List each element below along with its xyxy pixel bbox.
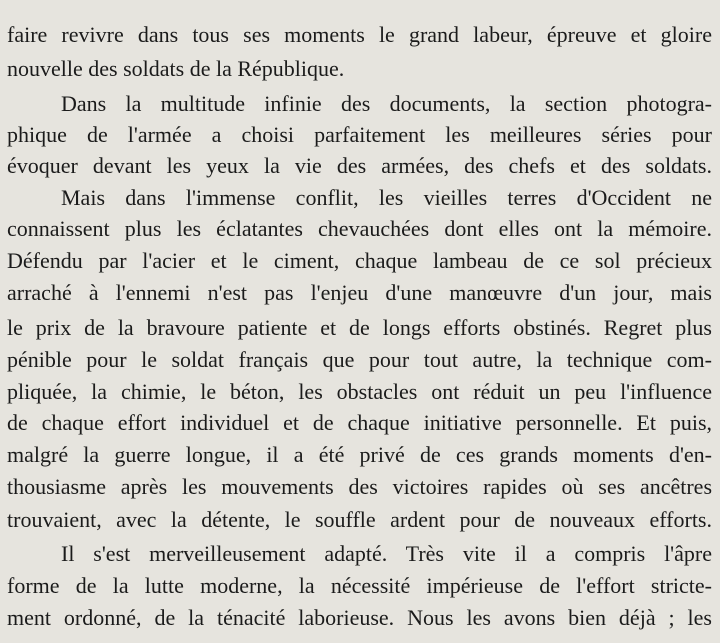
paragraph-first-line: Mais dans l'immense conflit, les vieilles terres d'Occident ne	[61, 185, 712, 210]
text-line: trouvaient, avec la détente, le souffle ardent pour de nouveaux efforts.	[7, 507, 712, 532]
text-line: évoquer devant les yeux la vie des armées, des chefs et des soldats.	[7, 153, 712, 178]
text-line: ment ordonné, de la ténacité laborieuse. Nous les avons bien déjà ; les	[7, 605, 712, 630]
text-line: faire revivre dans tous ses moments le grand labeur, épreuve et gloire	[7, 22, 712, 47]
text-line: Défendu par l'acier et le ciment, chaque lambeau de ce sol précieux	[7, 248, 712, 273]
text-line: connaissent plus les éclatantes chevauchées dont elles ont la mémoire.	[7, 216, 712, 241]
text-line: nouvelle des soldats de la République.	[7, 56, 345, 81]
text-line: de chaque effort individuel et de chaque initiative personnelle. Et puis,	[7, 410, 712, 435]
text-line: pénible pour le soldat français que pour tout autre, la technique com-	[7, 347, 712, 372]
text-line: arraché à l'ennemi n'est pas l'enjeu d'une manœuvre d'un jour, mais	[7, 280, 712, 305]
paragraph-first-line: Dans la multitude infinie des documents, la section photogra-	[61, 91, 712, 116]
paragraph-first-line: Il s'est merveilleusement adapté. Très vite il a compris l'âpre	[61, 541, 712, 566]
text-line: thousiasme après les mouvements des victoires rapides où ses ancêtres	[7, 474, 712, 499]
text-line: le prix de la bravoure patiente et de longs efforts obstinés. Regret plus	[7, 315, 712, 340]
text-line: forme de la lutte moderne, la nécessité impérieuse de l'effort stricte-	[7, 573, 712, 598]
text-line: phique de l'armée a choisi parfaitement les meilleures séries pour	[7, 122, 712, 147]
text-line: pliquée, la chimie, le béton, les obstacles ont réduit un peu l'influence	[7, 379, 712, 404]
text-line: malgré la guerre longue, il a été privé de ces grands moments d'en-	[7, 442, 712, 467]
